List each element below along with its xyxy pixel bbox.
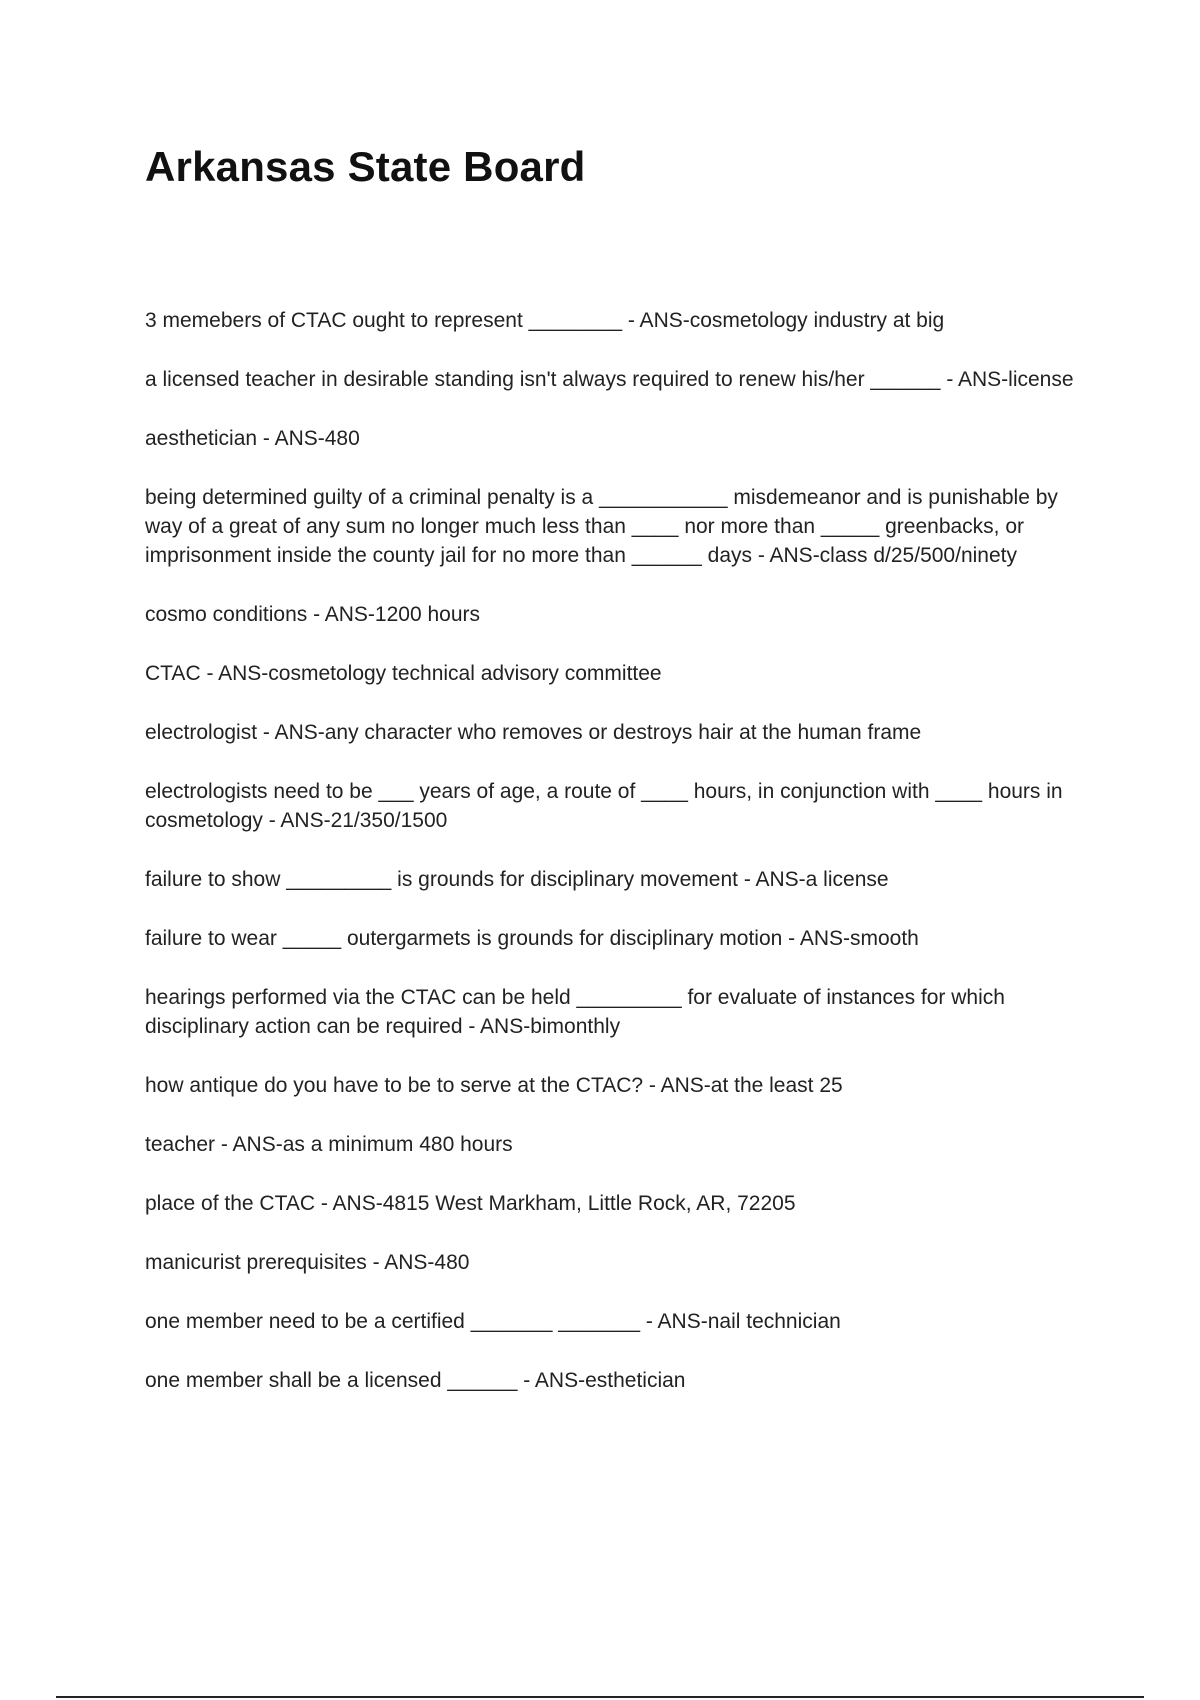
qa-item: failure to wear _____ outergarmets is grounds for disciplinary motion - ANS-smooth bbox=[145, 927, 919, 950]
qa-item: aesthetician - ANS-480 bbox=[145, 427, 360, 450]
qa-item: one member shall be a licensed ______ - ANS-esthetician bbox=[145, 1369, 686, 1392]
qa-item: place of the CTAC - ANS-4815 West Markham, Little Rock, AR, 72205 bbox=[145, 1192, 796, 1215]
qa-item: teacher - ANS-as a minimum 480 hours bbox=[145, 1133, 513, 1156]
qa-item: one member need to be a certified _______ _______ - ANS-nail technician bbox=[145, 1310, 841, 1333]
qa-item: manicurist prerequisites - ANS-480 bbox=[145, 1251, 470, 1274]
footer-divider bbox=[56, 1696, 1144, 1698]
qa-item: failure to show _________ is grounds for disciplinary movement - ANS-a license bbox=[145, 868, 889, 891]
qa-item: cosmo conditions - ANS-1200 hours bbox=[145, 603, 481, 626]
document-title: Arkansas State Board bbox=[145, 143, 586, 190]
qa-item: electrologist - ANS-any character who removes or destroys hair at the human frame bbox=[145, 721, 922, 744]
qa-item: hearings performed via the CTAC can be held _________ for evaluate of instances for which disciplinary action can be required - ANS-bimonthly bbox=[145, 986, 1005, 1038]
qa-item: 3 memebers of CTAC ought to represent ________ - ANS-cosmetology industry at big bbox=[145, 309, 945, 332]
qa-item: a licensed teacher in desirable standing isn't always required to renew his/her ______ - ANS-license bbox=[145, 368, 1074, 391]
qa-item: how antique do you have to be to serve at the CTAC? - ANS-at the least 25 bbox=[145, 1074, 843, 1097]
qa-item: being determined guilty of a criminal penalty is a ___________ misdemeanor and is punishable by way of a great of any sum no longer much less than ____ nor more than _____ greenbacks, or imprisonment inside the county jail for no more than ______ days - ANS-class d/25/500/ninety bbox=[145, 486, 1058, 567]
qa-item: electrologists need to be ___ years of age, a route of ____ hours, in conjunction with ____ hours in cosmetology - ANS-21/350/1500 bbox=[145, 780, 1063, 832]
qa-item: CTAC - ANS-cosmetology technical advisory committee bbox=[145, 662, 662, 685]
question-answer-list bbox=[145, 306, 1085, 1425]
